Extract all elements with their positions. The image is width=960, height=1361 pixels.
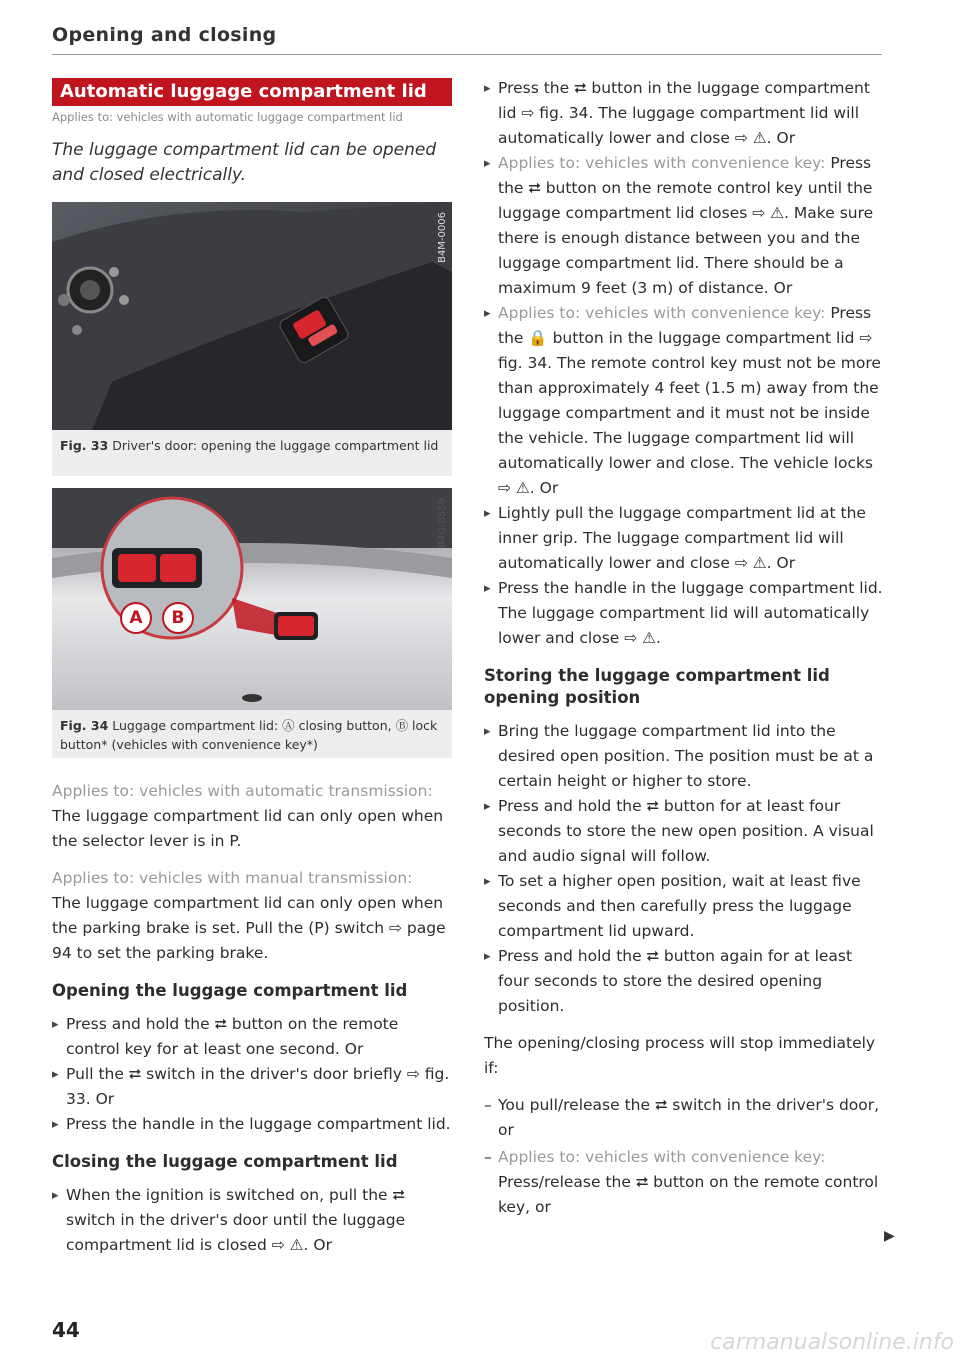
list-item — [484, 151, 884, 301]
list-item: ▸ Pull the ⮂ switch in the driver's door briefly ⇨ fig. 33. Or — [52, 1062, 452, 1112]
figure-33-label: Fig. 33 — [60, 438, 109, 453]
list-item: ▸ Bring the luggage compartment lid into the desired open position. The position must be at a certain height or higher to store. — [484, 719, 884, 794]
list-item: ▸ To set a higher open position, wait at least five seconds and then carefully press the luggage compartment lid upward. — [484, 869, 884, 944]
figure-34-caption — [52, 710, 452, 758]
header-rule — [52, 54, 882, 55]
list-item — [484, 301, 884, 501]
running-header: Opening and closing — [52, 24, 277, 46]
figure-34-caption-text: Luggage compartment lid: Ⓐ closing button, Ⓑ lock button* (vehicles with convenience key*) — [60, 718, 438, 752]
page-number: 44 — [52, 1318, 80, 1342]
watermark: carmanualsonline.info — [710, 1330, 954, 1355]
list-item: ▸ Press and hold the ⮂ button again for at least four seconds to store the desired opening position. — [484, 944, 884, 1019]
applies-convenience: Applies to: vehicles with convenience key: — [498, 304, 826, 322]
paragraph-automatic: The luggage compartment lid can only open when the selector lever is in P. — [52, 807, 444, 850]
list-item: ▸ When the ignition is switched on, pull the ⮂ switch in the driver's door until the luggage compartment lid is closed ⇨ ⚠. Or — [52, 1183, 452, 1258]
section-intro: The luggage compartment lid can be opened and closed electrically. — [52, 140, 437, 185]
stop-intro: The opening/closing process will stop immediately if: — [484, 1034, 876, 1077]
paragraph-manual: The luggage compartment lid can only open when the parking brake is set. Pull the (P) switch ⇨ page 94 to set the parking brake. — [52, 894, 446, 962]
dash-item: – You pull/release the ⮂ switch in the driver's door, or — [484, 1093, 884, 1143]
list-item: ▸ Lightly pull the luggage compartment lid at the inner grip. The luggage compartment lid will automatically lower and close ⇨ ⚠. Or — [484, 501, 884, 576]
dash-item-text: Press/release the ⮂ button on the remote control key, or — [498, 1173, 879, 1216]
figure-34-label: Fig. 34 — [60, 718, 109, 733]
applies-automatic: Applies to: vehicles with automatic transmission: — [52, 782, 433, 800]
heading-closing: Closing the luggage compartment lid — [52, 1152, 398, 1171]
door-illustration — [52, 202, 452, 430]
right-column — [484, 76, 884, 1220]
continue-arrow-icon: ▶ — [884, 1228, 895, 1244]
figure-34-image — [52, 488, 452, 710]
applies-manual: Applies to: vehicles with manual transmission: — [52, 869, 413, 887]
figure-33-image — [52, 202, 452, 430]
figure-34-label-a: A — [129, 608, 143, 628]
section-applies: Applies to: vehicles with automatic luggage compartment lid — [52, 110, 403, 124]
dash-item — [484, 1145, 884, 1220]
figure-33-caption — [52, 430, 452, 476]
list-item: ▸ Press the handle in the luggage compartment lid. — [52, 1112, 452, 1137]
list-item-text: Press the ⮂ button on the remote control key until the luggage compartment lid closes ⇨ ⚠. Make sure there is enough distance between you and the luggage compartment lid. There should be a maximum 9 feet (3 m) of distance. Or — [498, 154, 874, 297]
left-column — [52, 779, 452, 1258]
figure-33-code: B4M-0006 — [437, 212, 448, 263]
figure-34-code: B4G-0559 — [437, 498, 448, 549]
list-item: ▸ Press and hold the ⮂ button for at least four seconds to store the new open position. A visual and audio signal will follow. — [484, 794, 884, 869]
heading-storing: Storing the luggage compartment lid opening position — [484, 666, 830, 707]
trunk-illustration — [52, 488, 452, 710]
heading-opening: Opening the luggage compartment lid — [52, 981, 408, 1000]
applies-convenience: Applies to: vehicles with convenience key: — [498, 154, 826, 172]
list-item: ▸ Press and hold the ⮂ button on the remote control key for at least one second. Or — [52, 1012, 452, 1062]
figure-34-label-b: B — [171, 608, 185, 628]
applies-convenience: – Applies to: vehicles with convenience key: — [498, 1148, 826, 1166]
list-item-text: Press the 🔒 button in the luggage compartment lid ⇨ fig. 34. The remote control key must not be more than approximately 4 feet (1.5 m) away from the luggage compartment and it must not be inside the vehicle. The luggage compartment lid will automatically lower and close. The vehicle locks ⇨ ⚠. Or — [498, 304, 881, 497]
figure-33-caption-text: Driver's door: opening the luggage compartment lid — [112, 438, 439, 453]
list-item: ▸ Press the handle in the luggage compartment lid. The luggage compartment lid will automatically lower and close ⇨ ⚠. — [484, 576, 884, 651]
list-item: ▸ Press the ⮂ button in the luggage compartment lid ⇨ fig. 34. The luggage compartment lid will automatically lower and close ⇨ ⚠. Or — [484, 76, 884, 151]
section-title: Automatic luggage compartment lid — [52, 78, 452, 106]
